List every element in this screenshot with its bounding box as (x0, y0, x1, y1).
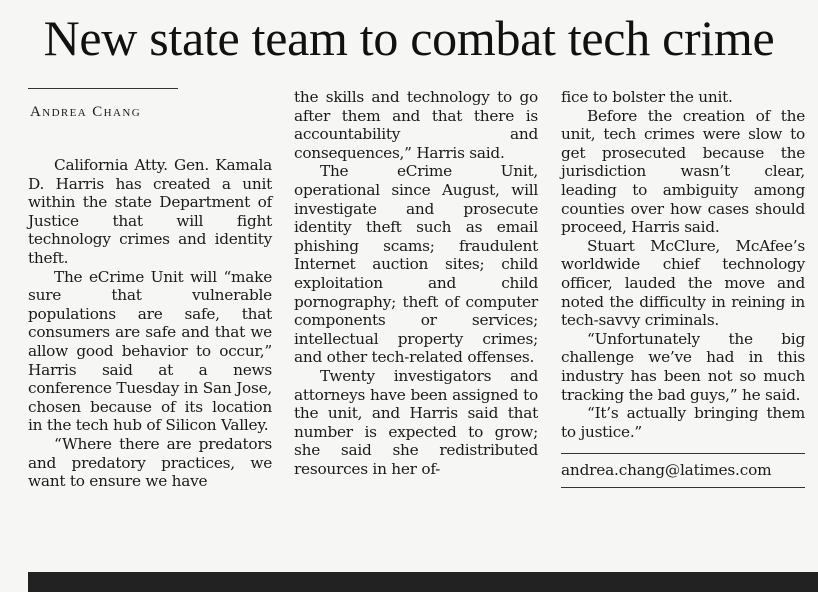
author-email: andrea.chang@latimes.com (561, 461, 772, 480)
paragraph: Before the creation of the unit, tech crimes were slow to get prosecuted because the jurisdiction wasn’t clear, leading to ambiguity among counties over how cases should proceed, Harris said. (561, 106, 805, 237)
column-3 (561, 88, 805, 488)
column-2 (294, 88, 538, 478)
email-top-rule (561, 453, 805, 454)
paragraph: Stuart McClure, McAfee’s worldwide chief technology officer, lauded the move and noted the difficulty in reining in tech-savvy criminals. (561, 236, 805, 330)
paragraph: the skills and technology to go after them and that there is accountability and consequences,” Harris said. (294, 88, 538, 162)
paragraph: The eCrime Unit will “make sure that vulnerable populations are safe, that consumers are safe and that we allow good behavior to occur,” Harris said at a news conference Tuesday in San Jose, chosen because of its location in the tech hub of Silicon Valley. (28, 267, 272, 435)
paragraph: “Where there are predators and predatory practices, we want to ensure we have (28, 434, 272, 491)
column-2-text (294, 88, 538, 478)
column-3-text (561, 88, 805, 441)
bottom-border (28, 572, 818, 592)
byline-rule (28, 88, 178, 89)
byline: Andrea Chang (30, 104, 142, 120)
email-bottom-rule (561, 487, 805, 488)
paragraph: “Unfortunately the big challenge we’ve had in this industry has been not so much tracking the bad guys,” he said. (561, 329, 805, 404)
headline: New state team to combat tech crime (43, 10, 775, 66)
paragraph: fice to bolster the unit. (561, 88, 733, 106)
paragraph: “It’s actually bringing them to justice.” (561, 404, 805, 441)
paragraph: The eCrime Unit, operational since August, will investigate and prosecute identity theft such as email phishing scams; fraudulent Internet auction sites; child exploitation and child pornography; theft of computer components or services; intellectual property crimes; and other tech-related offenses. (294, 162, 538, 367)
paragraph: Twenty investigators and attorneys have been assigned to the unit, and Harris said that number is expected to grow; she said she redistributed resources in her of- (294, 366, 538, 478)
column-1 (28, 88, 272, 491)
column-1-text (28, 156, 272, 491)
paragraph: California Atty. Gen. Kamala D. Harris has created a unit within the state Department of Justice that will fight technology crimes and identity theft. (28, 156, 272, 267)
